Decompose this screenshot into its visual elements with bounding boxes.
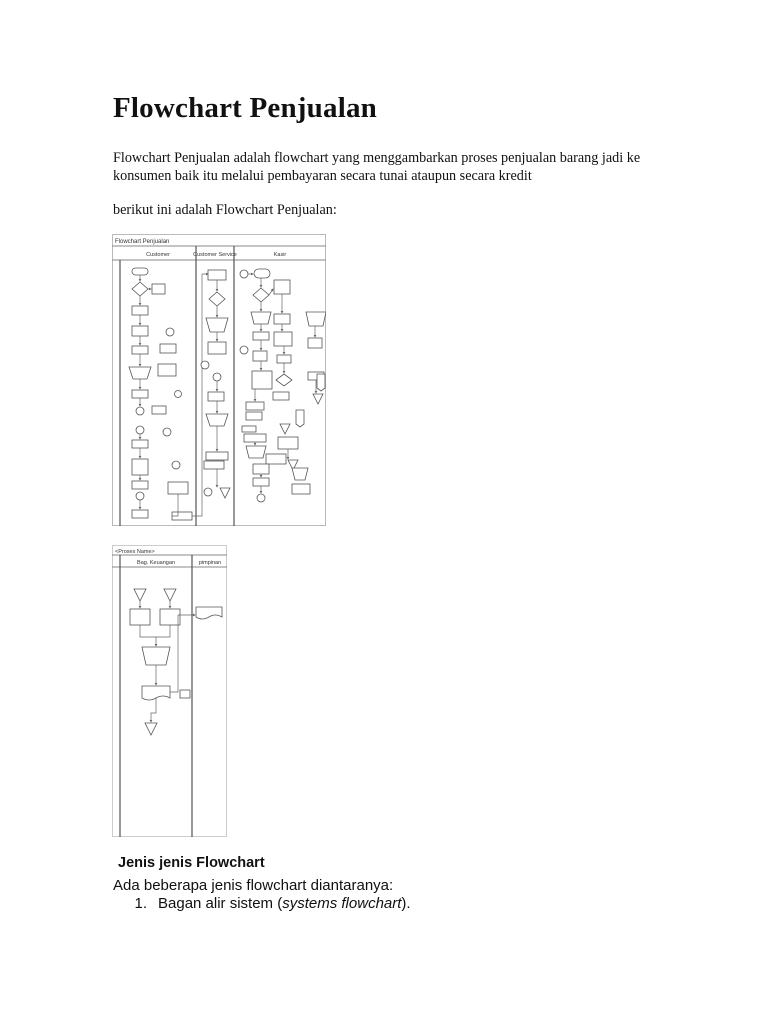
figure-title: Flowchart Penjualan <box>115 239 170 245</box>
lane-header-customer-service: Customer Service <box>193 252 237 258</box>
figure-title: <Proses Name> <box>115 549 155 555</box>
flowchart-penjualan-diagram <box>112 234 326 526</box>
intro-paragraph: Flowchart Penjualan adalah flowchart yang menggambarkan proses penjualan barang jadi ke konsumen baik itu melalui pembayaran secara tunai ataupun secara kredit <box>113 150 641 184</box>
proses-flowchart-figure <box>112 545 227 837</box>
section-intro-text: Ada beberapa jenis flowchart diantaranya: <box>113 877 394 894</box>
lane-header-pimpinan: pimpinan <box>198 560 222 566</box>
section-heading: Jenis jenis Flowchart <box>118 855 265 871</box>
list-item-number: 1. <box>134 895 147 912</box>
proses-flowchart-diagram <box>112 545 227 837</box>
flowchart-intro-text: berikut ini adalah Flowchart Penjualan: <box>113 202 337 218</box>
list-item-prefix: Bagan alir sistem ( <box>158 895 283 912</box>
lane-header-kasir: Kasir <box>273 252 287 258</box>
lane-header-bag-keuangan: Bag. Keuangan <box>137 560 175 566</box>
flowchart-types-list <box>113 895 411 912</box>
list-item-suffix: ). <box>401 895 411 912</box>
list-item-text <box>158 895 411 912</box>
lane-header-customer: Customer <box>146 252 170 258</box>
page-title: Flowchart Penjualan <box>113 92 377 124</box>
flowchart-penjualan-figure <box>112 234 326 526</box>
list-item <box>113 895 411 912</box>
list-item-term: systems flowchart <box>282 895 402 912</box>
